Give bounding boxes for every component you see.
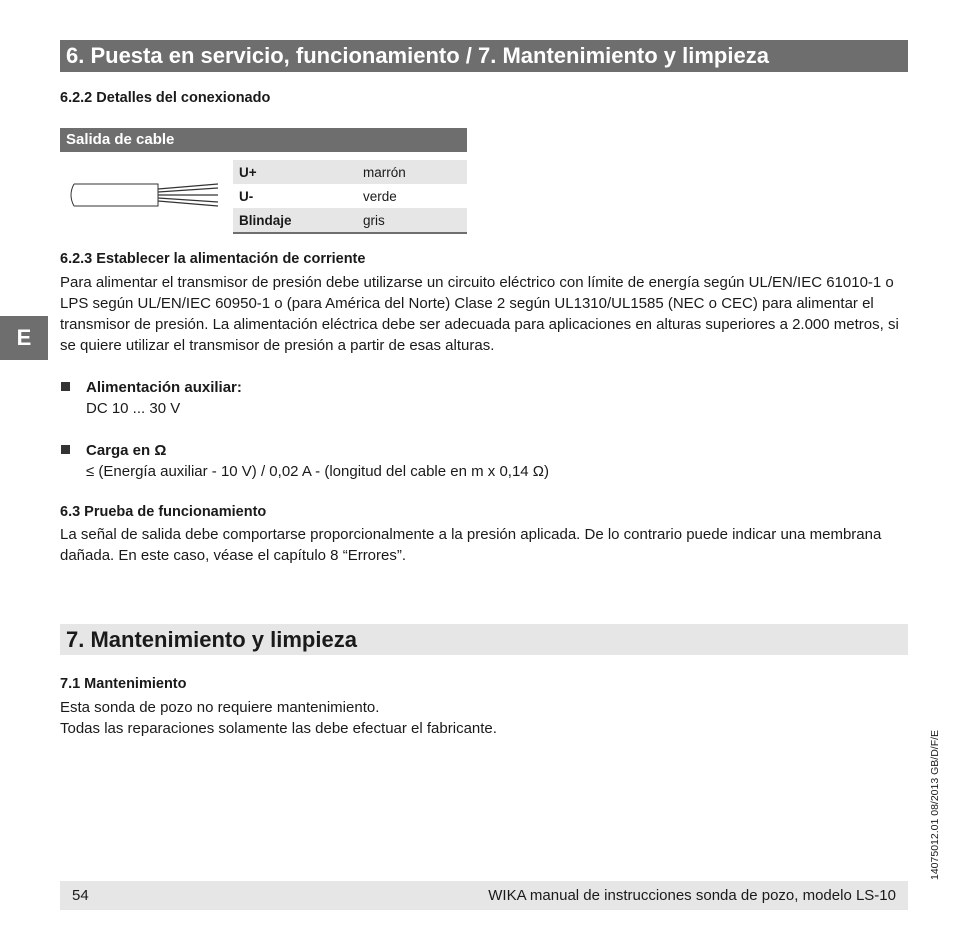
table-row xyxy=(233,184,467,208)
load-label: Carga en Ω xyxy=(86,442,167,459)
bullet-icon xyxy=(61,382,70,391)
color-cell: marrón xyxy=(357,160,467,184)
color-cell: gris xyxy=(357,208,467,232)
power-supply-paragraph: Para alimentar el transmisor de presión debe utilizarse un circuito eléctrico con límite de energía según UL/EN/IEC 61010-1 o LPS según UL/EN/IEC 60950-1 o (para América del Norte) Clase 2 según UL1310/UL1585 (NEC o CEC) para alimentar el transmisor de presión. La alimentación eléctrica debe ser adecuada para aplicaciones en alturas superiores a 2.000 metros, si se quiere utilizar el transmisor de presión a partir de esas alturas. xyxy=(60,274,899,354)
load-formula: ≤ (Energía auxiliar - 10 V) / 0,02 A - (longitud del cable en m x 0,14 Ω) xyxy=(86,463,550,480)
signal-cell: U+ xyxy=(233,160,357,184)
page-footer xyxy=(60,881,908,910)
section-header: 6. Puesta en servicio, funcionamiento / 7. Mantenimiento y limpieza xyxy=(60,40,908,72)
signal-cell: U- xyxy=(239,188,254,204)
document-code: 14075012.01 08/2013 GB/D/F/E xyxy=(929,729,941,880)
table-bottom-rule xyxy=(233,232,467,234)
subsection-title-6-2-3: 6.2.3 Establecer la alimentación de corriente xyxy=(60,251,366,267)
table-row xyxy=(233,208,467,232)
color-cell: verde xyxy=(363,188,397,204)
subsection-title-7-1: 7.1 Mantenimiento xyxy=(60,676,187,692)
cable-illustration xyxy=(66,180,226,210)
function-test-paragraph: La señal de salida debe comportarse proporcionalmente a la presión aplicada. De lo contrario puede indicar una membrana dañada. En este caso, véase el capítulo 8 “Errores”. xyxy=(60,526,882,564)
subsection-title-6-2-2: 6.2.2 Detalles del conexionado xyxy=(60,90,271,106)
footer-title: WIKA manual de instrucciones sonda de pozo, modelo LS-10 xyxy=(488,887,896,904)
signal-cell: Blindaje xyxy=(233,208,357,232)
cable-output-title: Salida de cable xyxy=(60,128,467,152)
aux-power-label: Alimentación auxiliar: xyxy=(86,379,242,396)
maintenance-line-2: Todas las reparaciones solamente las debe efectuar el fabricante. xyxy=(60,720,497,737)
maintenance-line-1: Esta sonda de pozo no requiere mantenimiento. xyxy=(60,699,380,716)
subsection-title-6-3: 6.3 Prueba de funcionamiento xyxy=(60,504,267,520)
table-row xyxy=(233,160,467,184)
page-number: 54 xyxy=(72,887,89,904)
aux-power-value: DC 10 ... 30 V xyxy=(86,400,181,417)
bullet-icon xyxy=(61,445,70,454)
language-tab: E xyxy=(0,316,48,360)
section-7-header: 7. Mantenimiento y limpieza xyxy=(60,624,908,655)
connection-table xyxy=(233,160,467,232)
